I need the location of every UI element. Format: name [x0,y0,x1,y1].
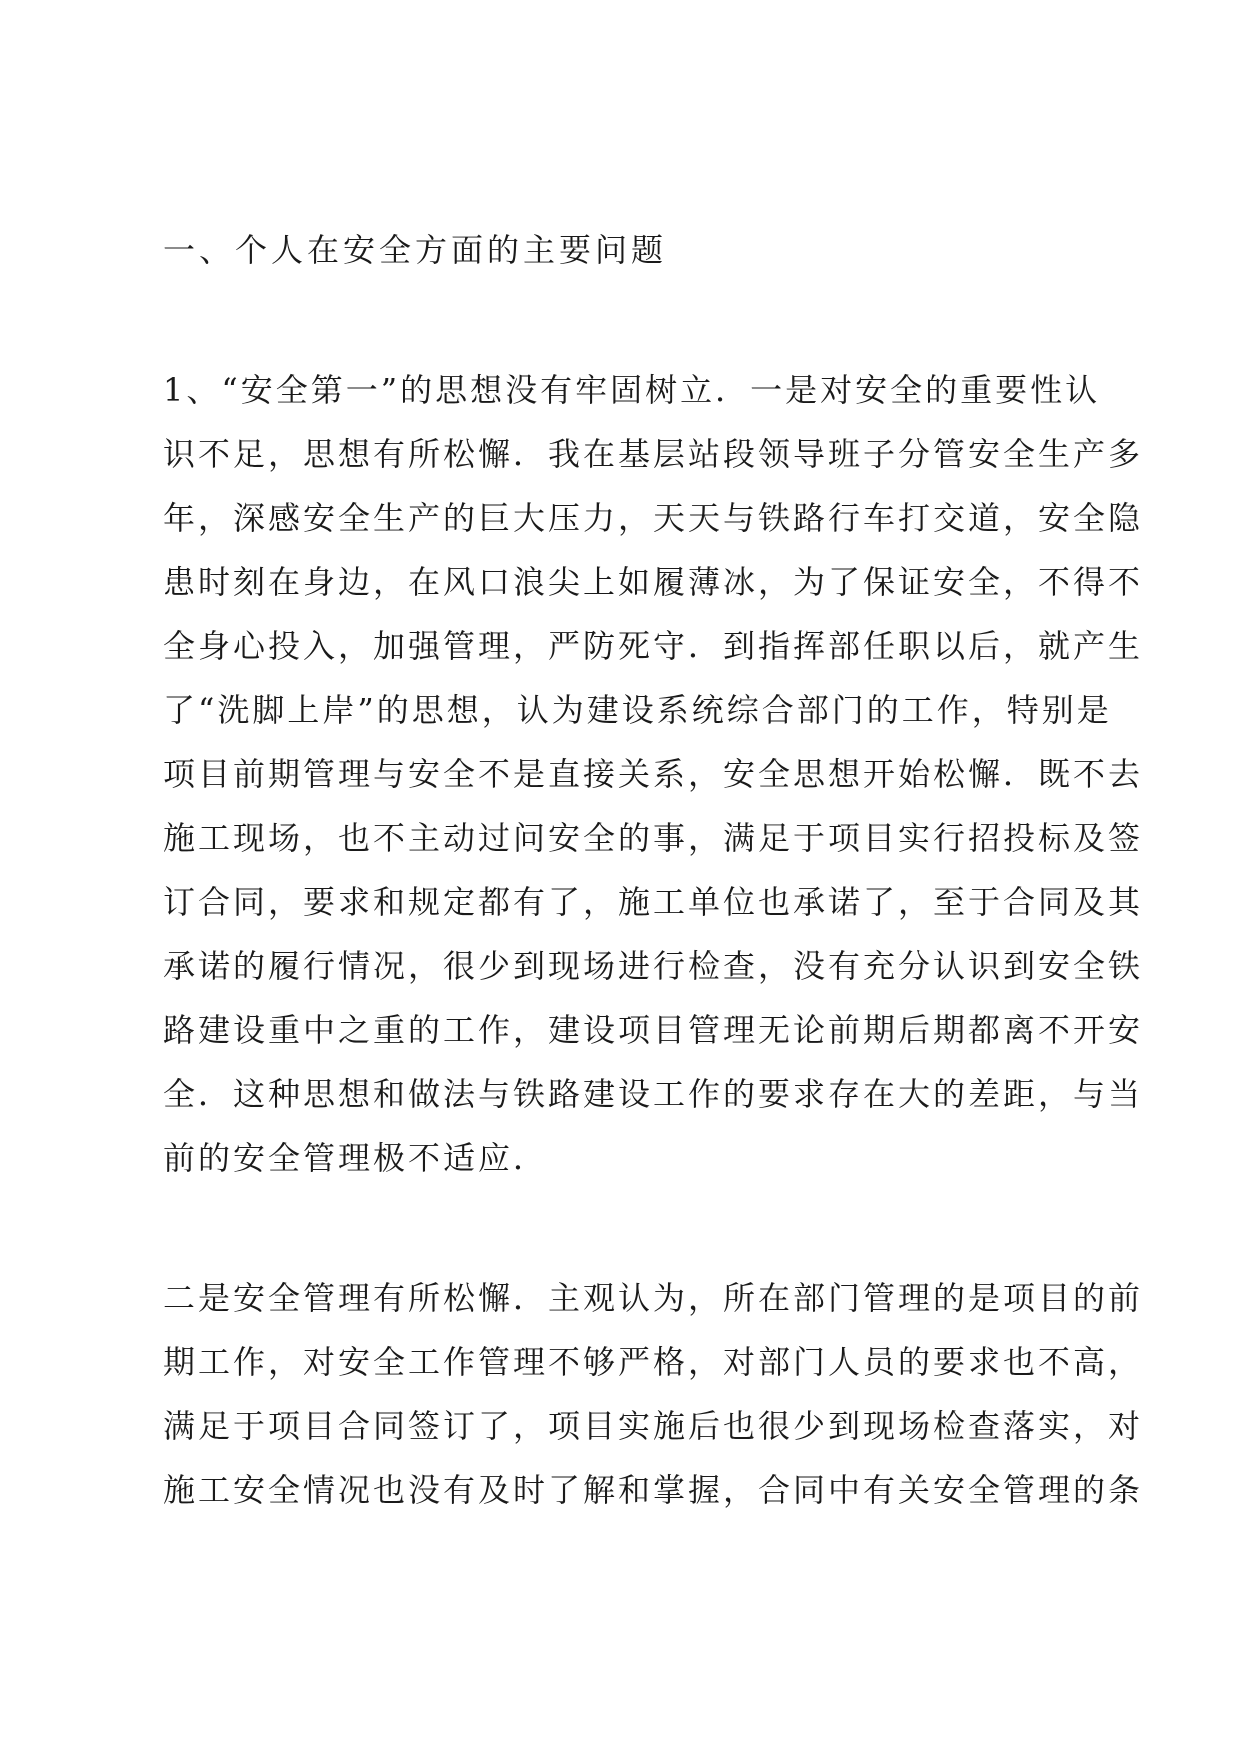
paragraph-1 [163,358,1143,1190]
paragraph-line: 满足于项目合同签订了，项目实施后也很少到现场检查落实，对 [163,1407,1144,1445]
section-heading: 一、个人在安全方面的主要问题 [163,231,668,269]
paragraph-line: 年，深感安全生产的巨大压力，天天与铁路行车打交道，安全隐 [163,499,1144,537]
paragraph-line: 识不足，思想有所松懈．我在基层站段领导班子分管安全生产多 [163,435,1144,473]
paragraph-line: 患时刻在身边，在风口浪尖上如履薄冰，为了保证安全，不得不 [163,563,1144,601]
paragraph-line: 承诺的履行情况，很少到现场进行检查，没有充分认识到安全铁 [163,947,1144,985]
paragraph-line: 1、“安全第一”的思想没有牢固树立．一是对安全的重要性认 [163,371,1101,409]
paragraph-line: 期工作，对安全工作管理不够严格，对部门人员的要求也不高， [163,1343,1144,1381]
paragraph-line: 订合同，要求和规定都有了，施工单位也承诺了，至于合同及其 [163,883,1144,921]
paragraph-line: 全．这种思想和做法与铁路建设工作的要求存在大的差距，与当 [163,1075,1144,1113]
paragraph-line: 了“洗脚上岸”的思想，认为建设系统综合部门的工作，特别是 [163,691,1112,729]
paragraph-line: 项目前期管理与安全不是直接关系，安全思想开始松懈．既不去 [163,755,1144,793]
paragraph-line: 二是安全管理有所松懈．主观认为，所在部门管理的是项目的前 [163,1279,1144,1317]
paragraph-2 [163,1266,1143,1522]
paragraph-line: 全身心投入，加强管理，严防死守．到指挥部任职以后，就产生 [163,627,1144,665]
paragraph-line: 前的安全管理极不适应． [163,1139,549,1177]
paragraph-line: 路建设重中之重的工作，建设项目管理无论前期后期都离不开安 [163,1011,1144,1049]
paragraph-line: 施工安全情况也没有及时了解和掌握，合同中有关安全管理的条 [163,1471,1144,1509]
paragraph-line: 施工现场，也不主动过问安全的事，满足于项目实行招投标及签 [163,819,1144,857]
